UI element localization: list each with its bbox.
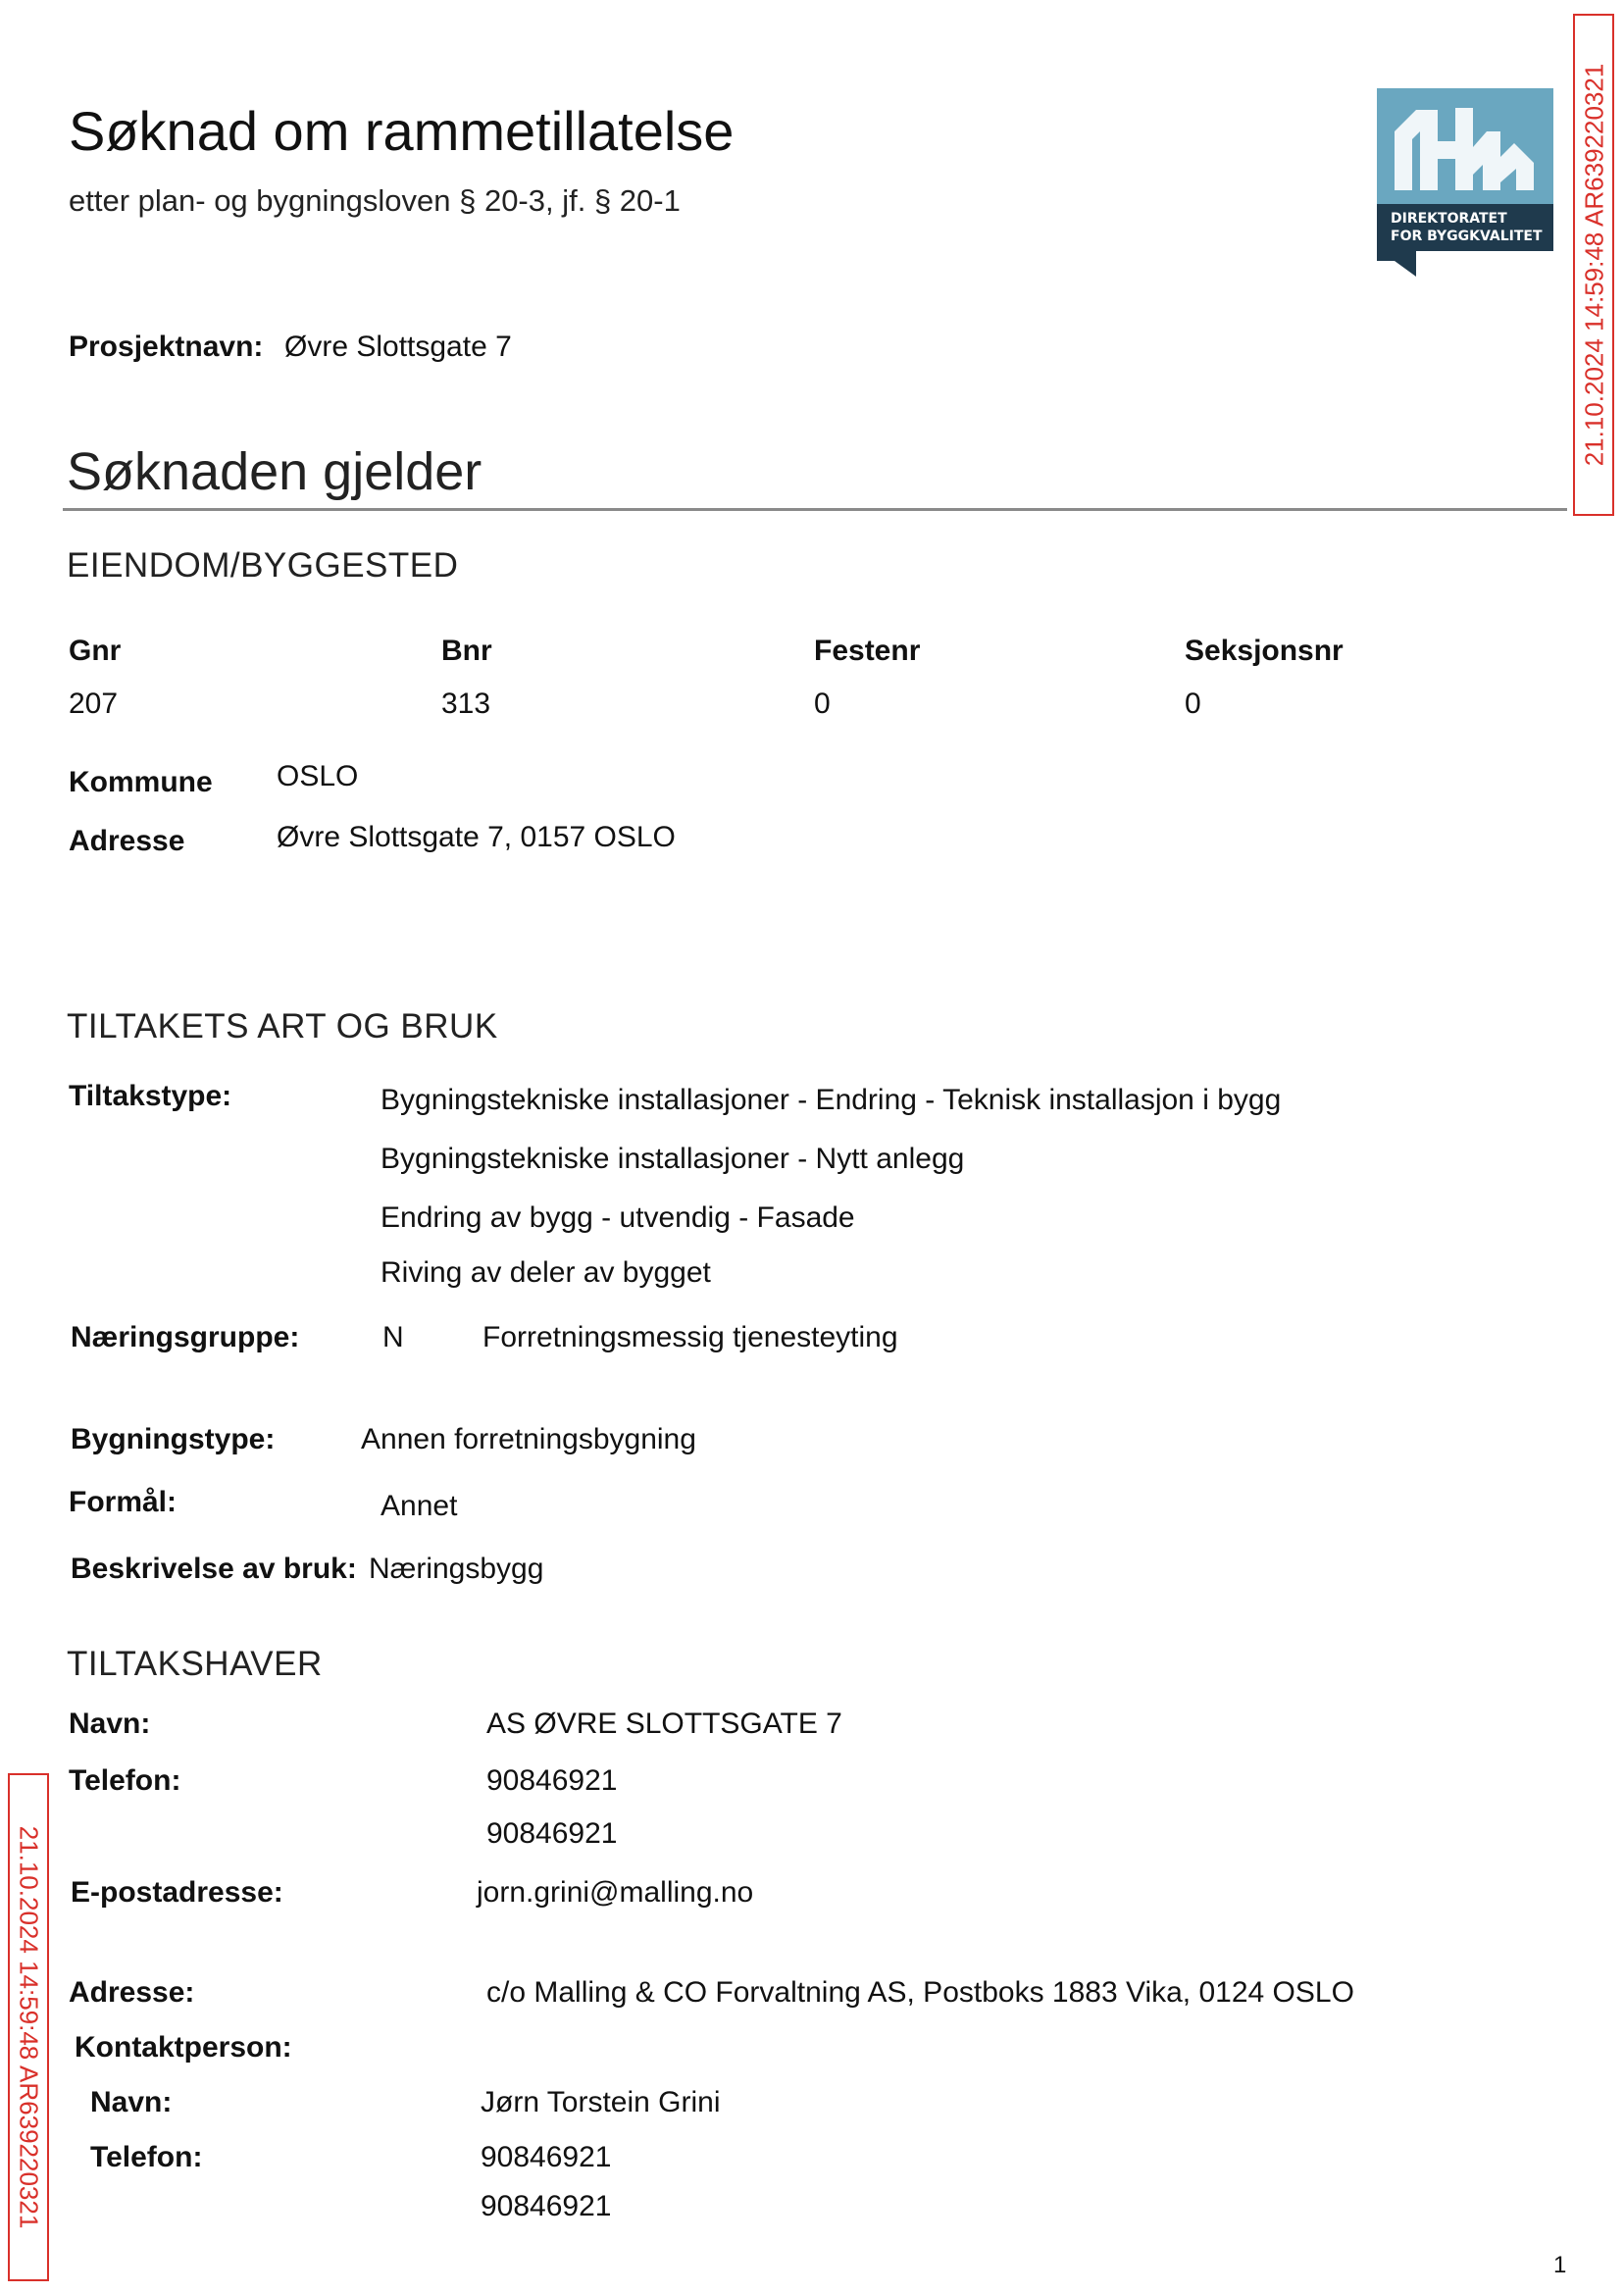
date-stamp-bottom xyxy=(8,1773,49,2281)
tiltakshaver-telefon-label: Telefon: xyxy=(69,1764,181,1797)
tiltakshaver-telefon-value: 90846921 xyxy=(486,1764,618,1797)
gnr-value: 207 xyxy=(69,688,119,720)
naeringsgruppe-label: Næringsgruppe: xyxy=(71,1321,300,1353)
date-stamp-bottom-text: 21.10.2024 14:59:48 AR639220321 xyxy=(14,1825,44,2229)
date-stamp-top-text: 21.10.2024 14:59:48 AR639220321 xyxy=(1579,63,1609,467)
dibk-logo-icon xyxy=(1377,88,1553,277)
logo-text-line2: FOR BYGGKVALITET xyxy=(1391,229,1543,244)
section-title: Søknaden gjelder xyxy=(67,442,482,501)
tiltakshaver-navn-value: AS ØVRE SLOTTSGATE 7 xyxy=(486,1708,842,1740)
tiltakshaver-epost-value: jorn.grini@malling.no xyxy=(477,1876,754,1909)
seksjonsnr-label: Seksjonsnr xyxy=(1185,635,1344,667)
kontaktperson-telefon-value: 90846921 xyxy=(481,2141,612,2173)
document-subtitle: etter plan- og bygningsloven § 20-3, jf. § 20-1 xyxy=(69,183,681,218)
tiltakstype-item: Riving av deler av bygget xyxy=(381,1256,711,1289)
adresse-value: Øvre Slottsgate 7, 0157 OSLO xyxy=(277,821,676,853)
formaal-label: Formål: xyxy=(69,1486,178,1518)
seksjonsnr-value: 0 xyxy=(1185,688,1201,720)
project-label: Prosjektnavn: xyxy=(69,331,264,363)
kommune-label: Kommune xyxy=(69,766,213,798)
festenr-label: Festenr xyxy=(814,635,921,667)
project-value: Øvre Slottsgate 7 xyxy=(284,331,512,363)
formaal-value: Annet xyxy=(381,1490,458,1522)
beskrivelse-value: Næringsbygg xyxy=(369,1553,544,1585)
tiltakstype-item: Endring av bygg - utvendig - Fasade xyxy=(381,1201,855,1234)
date-stamp-top xyxy=(1573,14,1614,516)
bnr-label: Bnr xyxy=(441,635,492,667)
naeringsgruppe-code: N xyxy=(382,1321,404,1353)
kontaktperson-telefon-label: Telefon: xyxy=(90,2141,203,2173)
kommune-value: OSLO xyxy=(277,760,359,792)
adresse-label: Adresse xyxy=(69,825,185,857)
page-number: 1 xyxy=(1553,2252,1567,2278)
tiltakshaver-adresse-label: Adresse: xyxy=(69,1976,195,2009)
tiltakstype-item: Bygningstekniske installasjoner - Endring - Teknisk installasjon i bygg xyxy=(381,1084,1282,1116)
tiltakshaver-adresse-value: c/o Malling & CO Forvaltning AS, Postboks 1883 Vika, 0124 OSLO xyxy=(486,1976,1354,2009)
tiltakshaver-navn-label: Navn: xyxy=(69,1708,151,1740)
tiltak-heading: TILTAKETS ART OG BRUK xyxy=(67,1007,498,1045)
tiltakshaver-telefon-value: 90846921 xyxy=(486,1817,618,1850)
beskrivelse-label: Beskrivelse av bruk: xyxy=(71,1553,357,1585)
logo-text-line1: DIREKTORATET xyxy=(1391,211,1507,227)
eiendom-heading: EIENDOM/BYGGESTED xyxy=(67,546,459,585)
bygningstype-label: Bygningstype: xyxy=(71,1423,276,1455)
tiltakstype-label: Tiltakstype: xyxy=(69,1080,232,1112)
bnr-value: 313 xyxy=(441,688,491,720)
document-title: Søknad om rammetillatelse xyxy=(69,100,735,162)
kontaktperson-navn-label: Navn: xyxy=(90,2086,173,2118)
naeringsgruppe-value: Forretningsmessig tjenesteyting xyxy=(482,1321,898,1353)
gnr-label: Gnr xyxy=(69,635,122,667)
section-divider xyxy=(63,508,1567,511)
festenr-value: 0 xyxy=(814,688,831,720)
kontaktperson-label: Kontaktperson: xyxy=(75,2031,292,2064)
tiltakshaver-epost-label: E-postadresse: xyxy=(71,1876,283,1909)
kontaktperson-telefon-value: 90846921 xyxy=(481,2190,612,2222)
bygningstype-value: Annen forretningsbygning xyxy=(361,1423,696,1455)
kontaktperson-navn-value: Jørn Torstein Grini xyxy=(481,2086,721,2118)
tiltakshaver-heading: TILTAKSHAVER xyxy=(67,1645,323,1683)
tiltakstype-item: Bygningstekniske installasjoner - Nytt anlegg xyxy=(381,1143,965,1175)
